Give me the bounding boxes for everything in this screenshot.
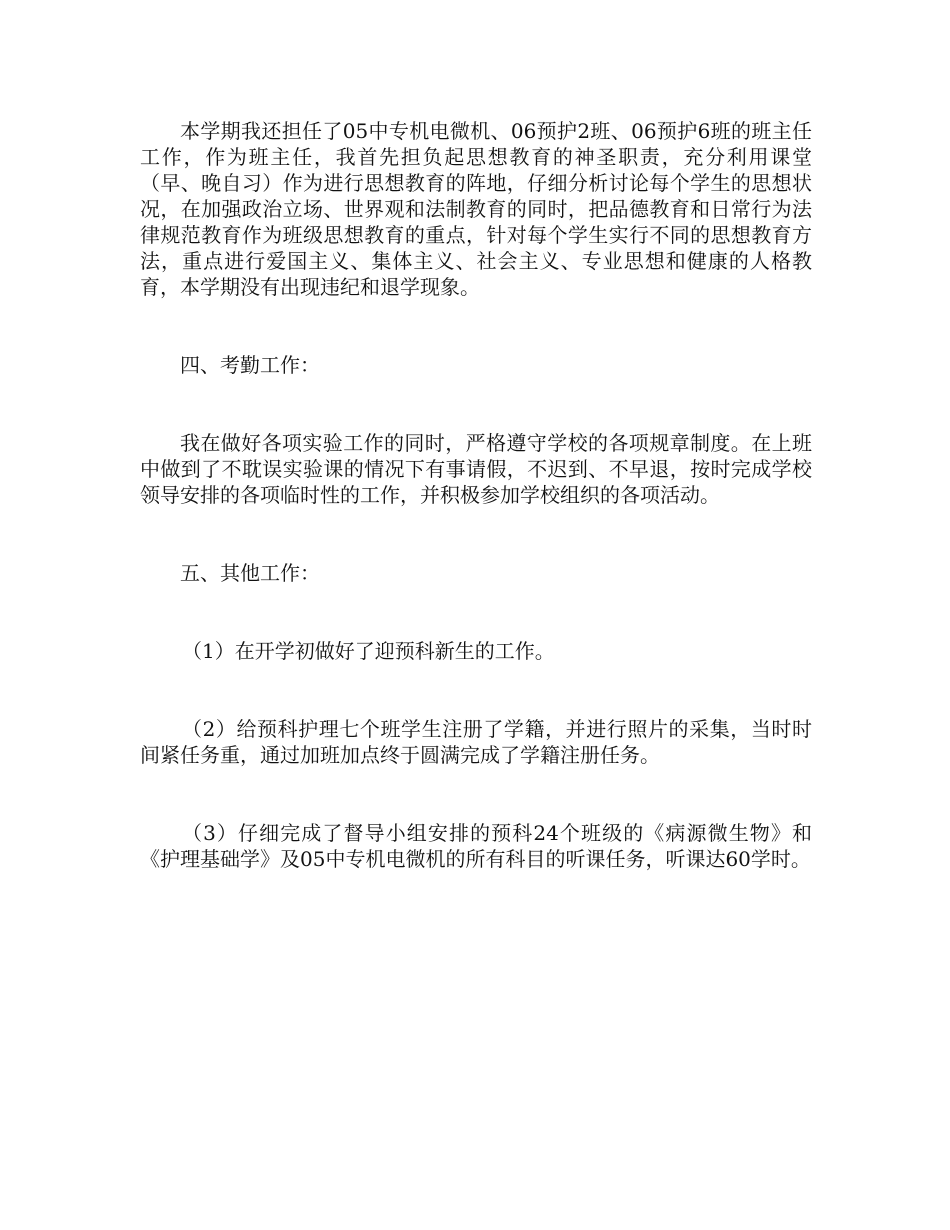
spacer	[140, 508, 812, 560]
paragraph-class-teacher-work: 本学期我还担任了05中专机电微机、06预护2班、06预护6班的班主任工作，作为班主任，我首先担负起思想教育的神圣职责，充分利用课堂（早、晚自习）作为进行思想教育的阵地，仔细分析讨论每个学生的思想状况，在加强政治立场、世界观和法制教育的同时，把品德教育和日常行为法律规范教育作为班级思想教育的重点，针对每个学生实行不同的思想教育方法，重点进行爱国主义、集体主义、社会主义、专业思想和健康的人格教育，本学期没有出现违纪和退学现象。	[140, 119, 812, 299]
list-item-3: （3）仔细完成了督导小组安排的预科24个班级的《病源微生物》和《护理基础学》及05中专机电微机的所有科目的听课任务，听课达60学时。	[140, 821, 812, 871]
spacer	[140, 768, 812, 820]
section-heading-other-work: 五、其他工作：	[180, 561, 320, 585]
spacer	[140, 378, 812, 430]
spacer	[140, 586, 812, 638]
list-item-2: （2）给预科护理七个班学生注册了学籍，并进行照片的采集，当时时间紧任务重，通过加班加点终于圆满完成了学籍注册任务。	[140, 717, 812, 767]
spacer	[140, 664, 812, 716]
section-heading-attendance: 四、考勤工作：	[180, 353, 320, 377]
list-item-1: （1）在开学初做好了迎预科新生的工作。	[182, 639, 555, 663]
paragraph-attendance: 我在做好各项实验工作的同时，严格遵守学校的各项规章制度。在上班中做到了不耽误实验课的情况下有事请假，不迟到、不早退，按时完成学校领导安排的各项临时性的工作，并积极参加学校组织的各项活动。	[140, 431, 812, 507]
spacer	[140, 300, 812, 352]
document-body	[140, 118, 812, 872]
